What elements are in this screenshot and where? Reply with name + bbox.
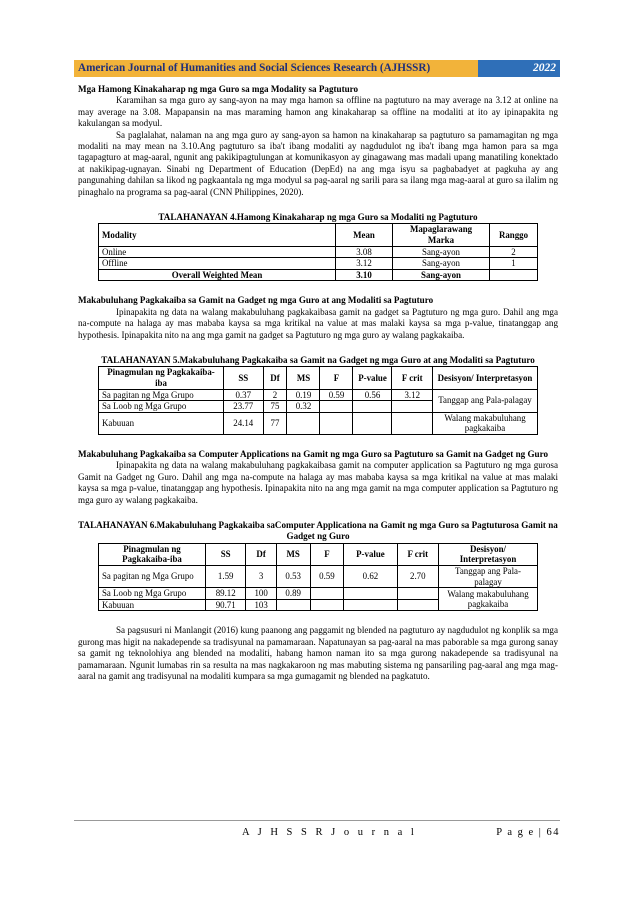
- article-body: [78, 84, 558, 682]
- table-cell: 3: [246, 566, 276, 588]
- table-header: SS: [206, 543, 246, 565]
- table-row: [99, 412, 538, 434]
- paragraph: Karamihan sa mga guro ay sang-ayon na may mga hamon sa offline na pagtuturo na may average na 3.12 at online na may average na 3.08. Mapapansin na mas maraming hamon ang kinakaharap sa offline na modaliti at ito ay ipinapakita ng kakulangan sa modyul.: [78, 95, 558, 129]
- table-header: Desisyon/ Interpretasyon: [433, 367, 538, 389]
- table-cell: [276, 599, 310, 611]
- journal-header: [74, 60, 560, 77]
- table-6: [98, 543, 538, 612]
- table-header: MS: [276, 543, 310, 565]
- table-cell: [344, 599, 397, 611]
- section-heading-gadget: Makabuluhang Pagkakaiba sa Gamit na Gadget ng mga Guro at ang Modaliti sa Pagtuturo: [78, 295, 434, 306]
- table-cell: [392, 412, 433, 434]
- table-header: Pinagmulan ng Pagkakaiba-iba: [99, 367, 224, 389]
- table-header: Modality: [99, 224, 336, 246]
- table-cell: 89.12: [206, 588, 246, 600]
- paragraph: Sa paglalahat, nalaman na ang mga guro ay sang-ayon sa hamon na kinakaharap sa pagtuturo sa pamamagitan ng mga modaliti na may mean na 3.10.Ang pagtuturo sa iba't ibang modaliti ay nagdudulot ng iba't ibang mga hamon para sa mga tagapagturo at mag-aaral, ngunit ang pakikipagtulungan at komunikasyon ay ginagawang mas madali upang manatiling konektado at nakikipag-ugnayan. Sinabi ng Department of Education (DepEd) na ang mga isyu sa pagbabadyet at pagkuha ay ang pangunahing dahilan sa likod ng pagkaantala ng mga modyul sa pag-aaral ng sarili para sa ilang mga mag-aaral at guro sa ilalim ng pinaghalo na programa sa pag-aaral (CNN Philippines, 2020).: [78, 129, 558, 197]
- table-4: [98, 223, 538, 281]
- table-cell: 0.59: [320, 389, 353, 401]
- interpretation-cell: Walang makabuluhang pagkakaiba: [433, 412, 538, 434]
- table-cell: 103: [246, 599, 276, 611]
- table-header: Pinagmulan ng Pagkakaiba-iba: [99, 543, 206, 565]
- table-header: Desisyon/ Interpretasyon: [439, 543, 538, 565]
- table-caption-4: TALAHANAYAN 4.Hamong Kinakaharap ng mga Guro sa Modaliti ng Pagtuturo: [158, 212, 478, 223]
- table-5: [98, 366, 538, 435]
- table-cell: 2.70: [397, 566, 438, 588]
- table-cell: Sang-ayon: [393, 269, 490, 281]
- table-cell: Kabuuan: [99, 599, 206, 611]
- table-cell: [353, 412, 392, 434]
- table-header: P-value: [353, 367, 392, 389]
- table-header: Ranggo: [490, 224, 538, 246]
- table-cell: 24.14: [224, 412, 264, 434]
- table-cell: 3.12: [336, 258, 393, 270]
- table-cell: 0.19: [287, 389, 320, 401]
- table-cell: [310, 588, 344, 600]
- table-cell: Sang-ayon: [393, 258, 490, 270]
- table-cell: 0.56: [353, 389, 392, 401]
- table-header: F crit: [392, 367, 433, 389]
- table-cell: Sa Loob ng Mga Grupo: [99, 588, 206, 600]
- table-cell: Kabuuan: [99, 412, 224, 434]
- footer-divider: [74, 820, 560, 821]
- interpretation-cell: Walang makabuluhang pagkakaiba: [439, 588, 538, 611]
- table-cell: 2: [263, 389, 287, 401]
- table-cell: [344, 588, 397, 600]
- table-cell: 100: [246, 588, 276, 600]
- table-cell: 0.37: [224, 389, 264, 401]
- table-row: [99, 389, 538, 401]
- table-cell: Online: [99, 246, 336, 258]
- table-cell: 0.53: [276, 566, 310, 588]
- table-header: F: [310, 543, 344, 565]
- table-cell: [320, 401, 353, 413]
- table-cell: Sa pagitan ng Mga Grupo: [99, 566, 206, 588]
- table-cell: Sa pagitan ng Mga Grupo: [99, 389, 224, 401]
- table-cell: [353, 401, 392, 413]
- table-row-total: [99, 269, 538, 281]
- table-cell: Offline: [99, 258, 336, 270]
- table-header: P-value: [344, 543, 397, 565]
- table-header: Mean: [336, 224, 393, 246]
- table-cell: [392, 401, 433, 413]
- table-row: [99, 258, 538, 270]
- table-cell: 3.08: [336, 246, 393, 258]
- table-cell: 0.62: [344, 566, 397, 588]
- table-header: F: [320, 367, 353, 389]
- paragraph: Ipinapakita ng data na walang makabuluhang pagkakaibasa gamit na gadget sa Pagtuturo ng mga guro. Dahil ang mga na-compute na halaga ay mas mababa kaysa sa mga kritikal na value at mas malaki kaysa sa mga p-value, tinatanggap ang hypothesis. Ipinapakita nito na ang mga gamit na gadget sa Pagtuturo ng mga guro ay walang pagkakaiba.: [78, 306, 558, 340]
- table-caption-6: TALAHANAYAN 6.Makabuluhang Pagkakaiba saComputer Applicationa na Gamit ng mga Guro sa Pagtuturosa Gamit na Gadget ng Guro: [78, 520, 558, 542]
- journal-title: American Journal of Humanities and Social Sciences Research (AJHSSR): [74, 60, 478, 77]
- table-header: Df: [246, 543, 276, 565]
- table-header: F crit: [397, 543, 438, 565]
- table-caption-5: TALAHANAYAN 5.Makabuluhang Pagkakaiba sa Gamit na Gadget ng mga Guro at ang Modaliti sa Pagtuturo: [101, 355, 535, 366]
- table-cell: Sa Loob ng Mga Grupo: [99, 401, 224, 413]
- table-cell: [397, 588, 438, 600]
- table-cell: 1.59: [206, 566, 246, 588]
- table-row: [99, 588, 538, 600]
- table-cell: 0.59: [310, 566, 344, 588]
- page-footer: [74, 827, 560, 838]
- table-cell: [310, 599, 344, 611]
- paragraph: Sa pagsusuri ni Manlangit (2016) kung paanong ang paggamit ng blended na pagtuturo ay nagdudulot ng konplik sa mga gurong mas higit na nakadepende sa tradisyunal na pamamaraan. Napatunayan sa pag-aaral na mas paborable sa mga gurong sanay sa gamit ng teknolohiya ang blended na modaliti, habang hamon naman ito sa mga gurong nakadepende sa tradisyunal na pamamaraan. Ngunit lumabas rin sa resulta na mas nagkakaroon ng mas mabuting sistema ng pansariling pag-aaral ang mga mag-aaral na gamit ang tradisyunal na modaliti kumpara sa mga gumagamit ng blended na pagkatuto.: [78, 625, 558, 682]
- table-cell: [397, 599, 438, 611]
- table-cell: 1: [490, 258, 538, 270]
- paragraph: Ipinapakita ng data na walang makabuluhang pagkakaibasa gamit na computer application sa Pagtuturo ng mga gurosa Gamit na Gadget ng Guro. Dahil ang mga na-compute na halaga ay mas mababa kaysa sa mga kritikal na value at mas malaki kaysa sa mga p-value, tinatanggap ang hypothesis. Ipinapakita nito na ang mga gamit na mga computer application sa Pagtuturo ng mga guro ay walang pagkakaiba.: [78, 460, 558, 505]
- section-heading-challenges: Mga Hamong Kinakaharap ng mga Guro sa mga Modality sa Pagtuturo: [78, 84, 359, 94]
- table-cell: [320, 412, 353, 434]
- table-cell: 3.10: [336, 269, 393, 281]
- footer-journal: A J H S S R J o u r n a l: [242, 827, 417, 838]
- table-cell: [490, 269, 538, 281]
- decision-cell: Tanggap ang Pala-palagay: [433, 389, 538, 412]
- table-row: [99, 246, 538, 258]
- table-cell: [287, 412, 320, 434]
- decision-cell: Tanggap ang Pala-palagay: [439, 566, 538, 588]
- table-cell: 23.77: [224, 401, 264, 413]
- table-cell: 0.89: [276, 588, 310, 600]
- section-heading-applications: Makabuluhang Pagkakaiba sa Computer Applications na Gamit ng mga Guro sa Pagtuturo sa Gamit na Gadget ng Guro: [78, 449, 549, 460]
- table-cell: Overall Weighted Mean: [99, 269, 336, 281]
- journal-year: 2022: [478, 60, 560, 77]
- table-cell: Sang-ayon: [393, 246, 490, 258]
- table-header: Df: [263, 367, 287, 389]
- table-cell: 2: [490, 246, 538, 258]
- table-cell: 90.71: [206, 599, 246, 611]
- table-cell: 77: [263, 412, 287, 434]
- table-header: Mapaglarawang Marka: [393, 224, 490, 246]
- table-cell: 75: [263, 401, 287, 413]
- table-header: SS: [224, 367, 264, 389]
- page-number: P a g e | 64: [496, 827, 560, 838]
- table-header: MS: [287, 367, 320, 389]
- table-cell: 0.32: [287, 401, 320, 413]
- table-row: [99, 566, 538, 588]
- table-cell: 3.12: [392, 389, 433, 401]
